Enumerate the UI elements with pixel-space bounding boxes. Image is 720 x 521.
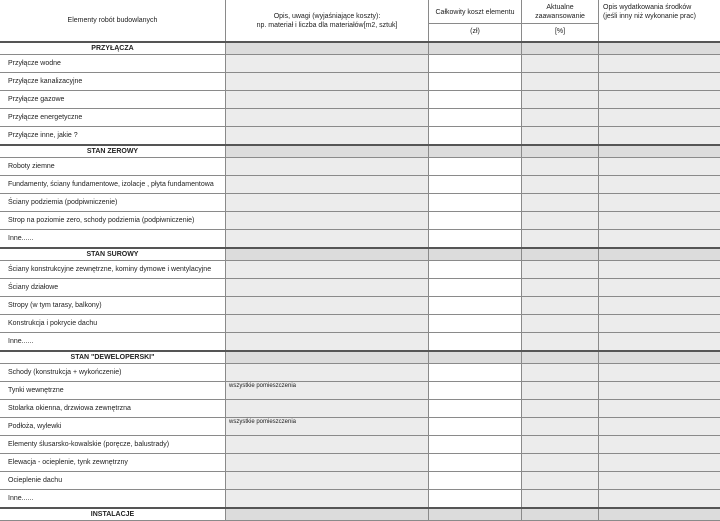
row-description-cell[interactable] [226, 279, 429, 297]
row-label-cell[interactable]: Inne...... [0, 333, 226, 352]
table-row [0, 472, 720, 490]
section-cell[interactable] [599, 351, 720, 364]
row-cost-cell[interactable] [429, 400, 522, 418]
row-spending-cell[interactable] [599, 333, 720, 352]
row-progress-cell[interactable] [522, 297, 599, 315]
row-description-cell[interactable] [226, 230, 429, 249]
row-spending-cell[interactable] [599, 55, 720, 73]
row-cost-cell[interactable] [429, 436, 522, 454]
row-spending-cell[interactable] [599, 418, 720, 436]
row-spending-cell[interactable] [599, 261, 720, 279]
section-header-row [0, 508, 720, 521]
section-cell[interactable] [226, 351, 429, 364]
header-total-cost [429, 0, 522, 42]
row-cost-cell[interactable] [429, 333, 522, 352]
row-spending-cell[interactable] [599, 472, 720, 490]
table-row [0, 176, 720, 194]
row-label-cell[interactable]: Konstrukcja i pokrycie dachu [0, 315, 226, 333]
row-description-cell[interactable] [226, 364, 429, 382]
section-title[interactable]: STAN "DEWELOPERSKI" [0, 351, 226, 364]
table-row [0, 382, 720, 400]
header-total-cost-title: Całkowity koszt elementu [429, 2, 521, 24]
row-spending-cell[interactable] [599, 279, 720, 297]
row-description-cell[interactable]: wszystkie pomieszczenia [226, 418, 429, 436]
table-row [0, 490, 720, 509]
section-cell[interactable] [429, 508, 522, 521]
section-cell[interactable] [522, 508, 599, 521]
header-spending [599, 0, 720, 42]
section-cell[interactable] [599, 508, 720, 521]
header-spending-line1: Opis wydatkowania środków [603, 3, 717, 12]
header-description-line1: Opis, uwagi (wyjaśniające koszty): [230, 12, 424, 21]
row-description-cell[interactable] [226, 91, 429, 109]
row-spending-cell[interactable] [599, 436, 720, 454]
section-title[interactable]: INSTALACJE [0, 508, 226, 521]
row-label-cell[interactable]: Przyłącze inne, jakie ? [0, 127, 226, 146]
row-label-cell[interactable]: Roboty ziemne [0, 158, 226, 176]
table-row [0, 127, 720, 146]
table-row [0, 400, 720, 418]
row-spending-cell[interactable] [599, 364, 720, 382]
row-description-cell[interactable] [226, 55, 429, 73]
table-row [0, 158, 720, 176]
row-spending-cell[interactable] [599, 315, 720, 333]
row-spending-cell[interactable] [599, 91, 720, 109]
row-progress-cell[interactable] [522, 279, 599, 297]
section-header-row [0, 145, 720, 158]
table-row [0, 454, 720, 472]
row-label-cell[interactable]: Przyłącze kanalizacyjne [0, 73, 226, 91]
header-progress [522, 0, 599, 42]
row-description-cell[interactable] [226, 297, 429, 315]
table-row [0, 212, 720, 230]
row-cost-cell[interactable] [429, 472, 522, 490]
row-cost-cell[interactable] [429, 490, 522, 509]
row-description-cell[interactable] [226, 315, 429, 333]
section-cell[interactable] [429, 248, 522, 261]
row-cost-cell[interactable] [429, 297, 522, 315]
row-label-cell[interactable]: Inne...... [0, 490, 226, 509]
row-label-cell[interactable]: Ściany działowe [0, 279, 226, 297]
row-progress-cell[interactable] [522, 364, 599, 382]
row-description-cell[interactable] [226, 194, 429, 212]
row-description-cell[interactable]: wszystkie pomieszczenia [226, 382, 429, 400]
section-cell[interactable] [599, 145, 720, 158]
row-label-cell[interactable]: Fundamenty, ściany fundamentowe, izolacje , płyta fundamentowa [0, 176, 226, 194]
row-label-cell[interactable]: Stolarka okienna, drzwiowa zewnętrzna [0, 400, 226, 418]
row-spending-cell[interactable] [599, 400, 720, 418]
row-spending-cell[interactable] [599, 176, 720, 194]
row-cost-cell[interactable] [429, 382, 522, 400]
row-progress-cell[interactable] [522, 454, 599, 472]
section-cell[interactable] [226, 248, 429, 261]
row-label-cell[interactable]: Ściany konstrukcyjne zewnętrzne, kominy dymowe i wentylacyjne [0, 261, 226, 279]
section-cell[interactable] [522, 248, 599, 261]
section-header-row [0, 248, 720, 261]
section-cell[interactable] [522, 145, 599, 158]
row-progress-cell[interactable] [522, 158, 599, 176]
section-cell[interactable] [599, 42, 720, 55]
section-cell[interactable] [522, 42, 599, 55]
header-elements [0, 0, 226, 42]
section-title[interactable]: STAN SUROWY [0, 248, 226, 261]
table-row [0, 91, 720, 109]
row-progress-cell[interactable] [522, 490, 599, 509]
table-row [0, 333, 720, 352]
header-elements-label: Elementy robót budowlanych [68, 17, 158, 24]
row-label-cell[interactable]: Podłoża, wylewki [0, 418, 226, 436]
row-cost-cell[interactable] [429, 315, 522, 333]
header-progress-title: Aktualne zaawansowanie [522, 2, 598, 24]
row-progress-cell[interactable] [522, 382, 599, 400]
header-row [0, 0, 720, 42]
row-cost-cell[interactable] [429, 158, 522, 176]
row-cost-cell[interactable] [429, 364, 522, 382]
row-label-cell[interactable]: Stropy (w tym tarasy, balkony) [0, 297, 226, 315]
row-spending-cell[interactable] [599, 109, 720, 127]
table-row [0, 279, 720, 297]
row-cost-cell[interactable] [429, 212, 522, 230]
row-label-cell[interactable]: Ocieplenie dachu [0, 472, 226, 490]
row-spending-cell[interactable] [599, 297, 720, 315]
row-progress-cell[interactable] [522, 109, 599, 127]
row-label-cell[interactable]: Ściany podziemia (podpiwniczenie) [0, 194, 226, 212]
row-cost-cell[interactable] [429, 261, 522, 279]
row-description-cell[interactable] [226, 176, 429, 194]
row-label-cell[interactable]: Inne...... [0, 230, 226, 249]
row-description-cell[interactable] [226, 400, 429, 418]
header-progress-unit: [%] [522, 24, 598, 40]
row-label-cell[interactable]: Przyłącze gazowe [0, 91, 226, 109]
section-cell[interactable] [226, 145, 429, 158]
table-row [0, 109, 720, 127]
table-row [0, 261, 720, 279]
row-spending-cell[interactable] [599, 127, 720, 146]
row-cost-cell[interactable] [429, 230, 522, 249]
row-spending-cell[interactable] [599, 490, 720, 509]
section-title[interactable]: STAN ZEROWY [0, 145, 226, 158]
row-progress-cell[interactable] [522, 230, 599, 249]
row-description-cell[interactable] [226, 109, 429, 127]
row-cost-cell[interactable] [429, 176, 522, 194]
row-cost-cell[interactable] [429, 127, 522, 146]
row-progress-cell[interactable] [522, 91, 599, 109]
row-label-cell[interactable]: Przyłącze wodne [0, 55, 226, 73]
row-cost-cell[interactable] [429, 91, 522, 109]
table-row [0, 194, 720, 212]
row-cost-cell[interactable] [429, 55, 522, 73]
row-progress-cell[interactable] [522, 315, 599, 333]
header-description [226, 0, 429, 42]
row-cost-cell[interactable] [429, 454, 522, 472]
row-description-cell[interactable] [226, 212, 429, 230]
table-row [0, 436, 720, 454]
row-description-cell[interactable] [226, 73, 429, 91]
row-label-cell[interactable]: Przyłącze energetyczne [0, 109, 226, 127]
row-description-cell[interactable] [226, 127, 429, 146]
row-progress-cell[interactable] [522, 176, 599, 194]
row-description-cell[interactable] [226, 436, 429, 454]
row-cost-cell[interactable] [429, 279, 522, 297]
row-progress-cell[interactable] [522, 418, 599, 436]
table-row [0, 364, 720, 382]
row-progress-cell[interactable] [522, 400, 599, 418]
row-cost-cell[interactable] [429, 194, 522, 212]
row-label-cell[interactable]: Tynki wewnętrzne [0, 382, 226, 400]
row-spending-cell[interactable] [599, 382, 720, 400]
header-total-cost-unit: (zł) [429, 24, 521, 40]
row-spending-cell[interactable] [599, 230, 720, 249]
table-row [0, 230, 720, 249]
header-spending-line2: (jeśli inny niż wykonanie prac) [603, 12, 717, 21]
section-cell[interactable] [599, 248, 720, 261]
row-progress-cell[interactable] [522, 212, 599, 230]
row-spending-cell[interactable] [599, 212, 720, 230]
row-cost-cell[interactable] [429, 73, 522, 91]
row-progress-cell[interactable] [522, 127, 599, 146]
section-title[interactable]: PRZYŁĄCZA [0, 42, 226, 55]
row-description-cell[interactable] [226, 490, 429, 509]
section-cell[interactable] [226, 42, 429, 55]
table-row [0, 418, 720, 436]
section-cell[interactable] [429, 42, 522, 55]
row-label-cell[interactable]: Schody (konstrukcja + wykończenie) [0, 364, 226, 382]
row-progress-cell[interactable] [522, 436, 599, 454]
section-header-row [0, 351, 720, 364]
row-cost-cell[interactable] [429, 109, 522, 127]
table-row [0, 297, 720, 315]
row-progress-cell[interactable] [522, 261, 599, 279]
row-description-cell[interactable] [226, 261, 429, 279]
row-spending-cell[interactable] [599, 158, 720, 176]
row-label-cell[interactable]: Strop na poziomie zero, schody podziemia (podpiwniczenie) [0, 212, 226, 230]
row-spending-cell[interactable] [599, 454, 720, 472]
table-row [0, 73, 720, 91]
section-cell[interactable] [522, 351, 599, 364]
row-description-cell[interactable] [226, 158, 429, 176]
row-description-cell[interactable] [226, 333, 429, 352]
row-label-cell[interactable]: Elementy ślusarsko-kowalskie (poręcze, balustrady) [0, 436, 226, 454]
row-progress-cell[interactable] [522, 194, 599, 212]
row-description-cell[interactable] [226, 454, 429, 472]
row-progress-cell[interactable] [522, 472, 599, 490]
section-header-row [0, 42, 720, 55]
table-row [0, 315, 720, 333]
section-cell[interactable] [429, 351, 522, 364]
row-spending-cell[interactable] [599, 73, 720, 91]
section-cell[interactable] [429, 145, 522, 158]
table-row [0, 55, 720, 73]
row-progress-cell[interactable] [522, 55, 599, 73]
row-progress-cell[interactable] [522, 333, 599, 352]
row-description-cell[interactable] [226, 472, 429, 490]
row-label-cell[interactable]: Elewacja - ocieplenie, tynk zewnętrzny [0, 454, 226, 472]
row-spending-cell[interactable] [599, 194, 720, 212]
section-cell[interactable] [226, 508, 429, 521]
header-description-line2: np. materiał i liczba dla materiałów[m2, sztuk] [230, 21, 424, 30]
row-cost-cell[interactable] [429, 418, 522, 436]
row-progress-cell[interactable] [522, 73, 599, 91]
